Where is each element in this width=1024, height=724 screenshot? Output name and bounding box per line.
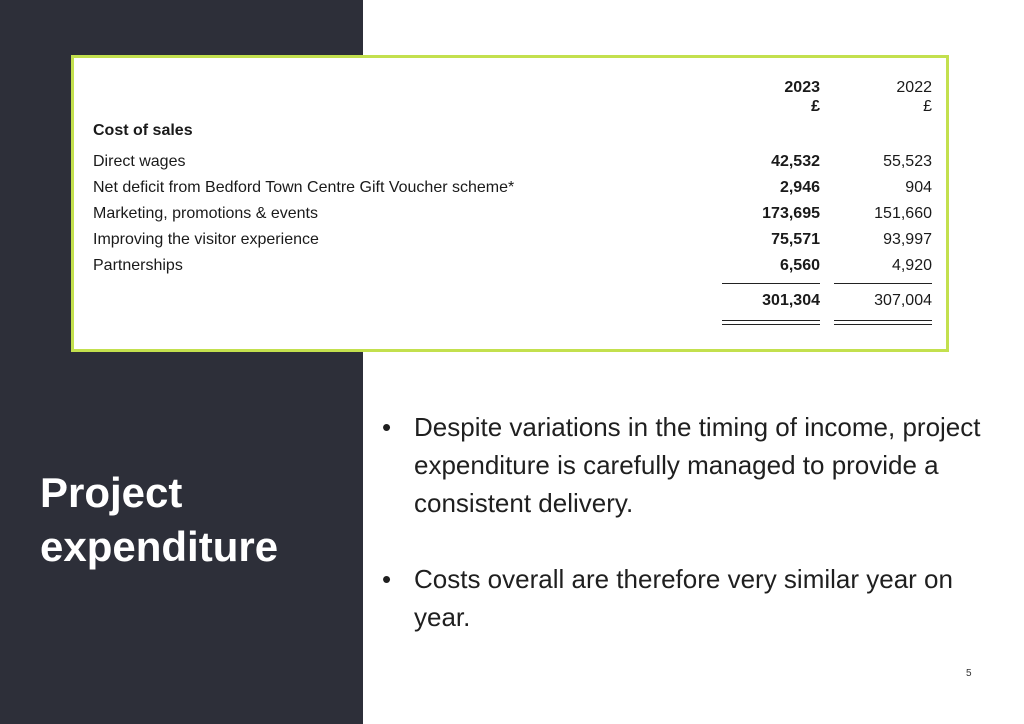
row-value-2023: 2,946: [779, 179, 820, 196]
table-row: [74, 203, 946, 225]
row-label: Net deficit from Bedford Town Centre Gift Voucher scheme*: [93, 179, 515, 196]
row-value-2022: 93,997: [883, 231, 932, 248]
table-row: [74, 151, 946, 173]
slide-title-line-2: expenditure: [40, 523, 279, 570]
financial-table-image: [71, 55, 949, 352]
row-label: Partnerships: [93, 257, 183, 274]
column-header-2022: [896, 78, 932, 116]
bullet-marker: •: [382, 564, 392, 594]
slide-title: [40, 466, 350, 574]
subtotal-rule-2022: [834, 283, 932, 284]
total-row: [74, 290, 946, 312]
table-row: [74, 255, 946, 277]
column-currency-2022: £: [923, 98, 932, 115]
total-value-2023: 301,304: [762, 292, 820, 309]
column-year-2023: 2023: [784, 79, 820, 96]
total-value-2022: 307,004: [874, 292, 932, 309]
column-year-2022: 2022: [896, 79, 932, 96]
row-label: Marketing, promotions & events: [93, 205, 318, 222]
table-row: [74, 229, 946, 251]
bullet-item: [382, 408, 982, 522]
row-value-2023: 42,532: [771, 153, 820, 170]
column-currency-2023: £: [811, 98, 820, 115]
row-label: Direct wages: [93, 153, 186, 170]
column-header-2023: [784, 78, 820, 116]
bullet-text: Despite variations in the timing of income, project expenditure is carefully managed to provide a consistent delivery.: [414, 412, 981, 518]
section-heading: Cost of sales: [93, 122, 193, 139]
bullet-marker: •: [382, 412, 392, 442]
row-value-2023: 75,571: [771, 231, 820, 248]
row-value-2023: 6,560: [779, 257, 820, 274]
row-value-2022: 904: [905, 179, 932, 196]
subtotal-rule-2023: [722, 283, 820, 284]
total-double-rule-2023: [722, 320, 820, 325]
cost-of-sales-table: [74, 58, 946, 349]
row-value-2022: 151,660: [874, 205, 932, 222]
row-label: Improving the visitor experience: [93, 231, 319, 248]
row-value-2023: 173,695: [762, 205, 820, 222]
slide-title-line-1: Project: [40, 469, 183, 516]
row-value-2022: 4,920: [891, 257, 932, 274]
total-double-rule-2022: [834, 320, 932, 325]
bullet-item: [382, 560, 982, 636]
bullet-text: Costs overall are therefore very similar year on year.: [414, 564, 953, 632]
bullet-list: [382, 408, 982, 636]
table-row: [74, 177, 946, 199]
row-value-2022: 55,523: [883, 153, 932, 170]
page-number: 5: [966, 668, 972, 679]
